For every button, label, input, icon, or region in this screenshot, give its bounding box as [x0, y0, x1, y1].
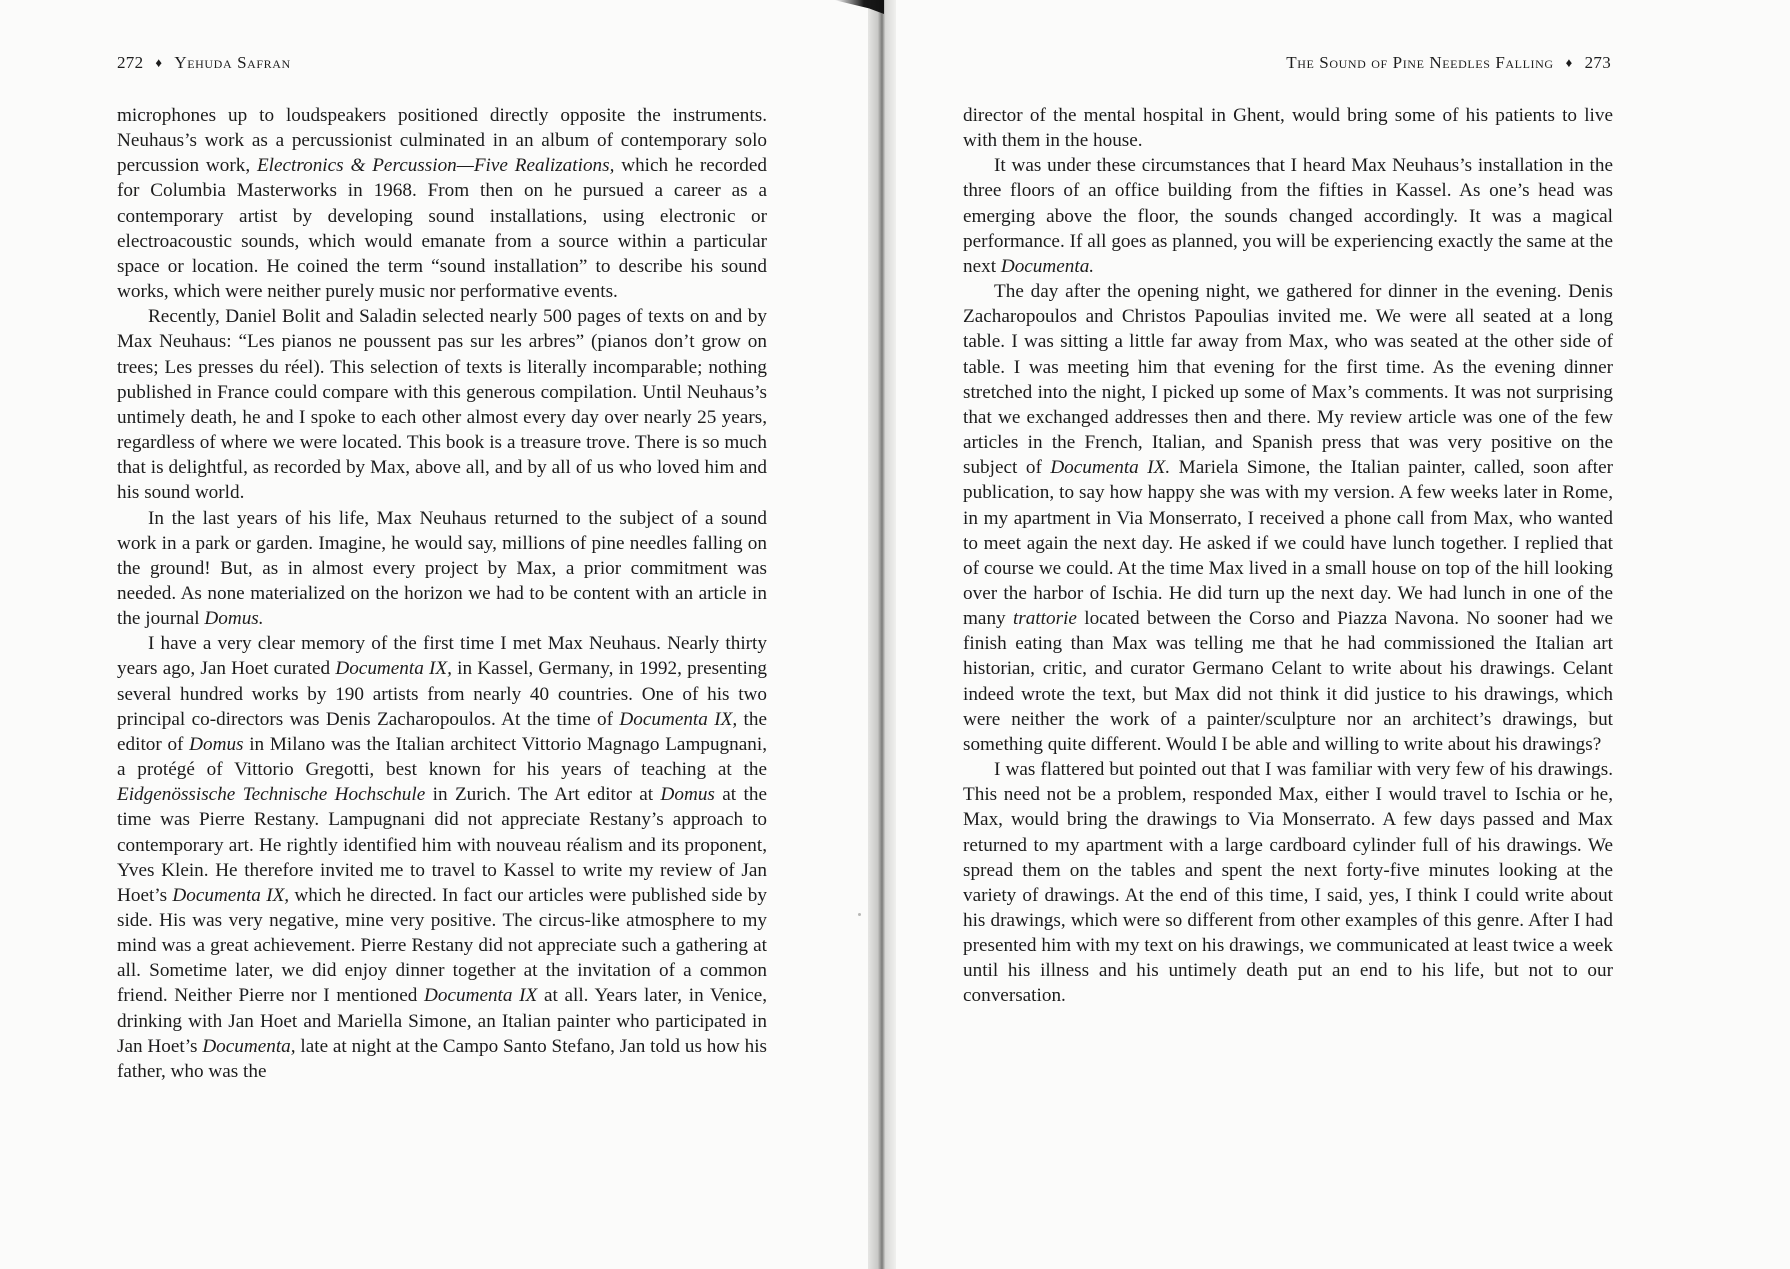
italic-text: Domus.: [204, 608, 264, 630]
italic-text: Documenta IX: [424, 985, 538, 1007]
text-run: at the time was Pierre Restany. Lampugnani did not appreciate Restany’s approach to contemporary art. He rightly identified him with nouveau réalism and its proponent, Yves Klein. He therefore invited me to travel to Kassel to write my review of Jan Hoet’s: [117, 784, 767, 906]
italic-text: Documenta IX,: [172, 884, 290, 906]
paragraph: [117, 103, 767, 304]
italic-text: Documenta.: [1000, 255, 1095, 277]
italic-text: Documenta IX,: [619, 708, 738, 730]
text-run: I have a very clear memory of the first time I met Max Neuhaus. Nearly thirty years ago, Jan Hoet curated: [117, 633, 767, 680]
italic-text: Documenta,: [202, 1035, 296, 1057]
italic-text: Domus: [189, 733, 244, 755]
diamond-ornament-icon: ♦: [1565, 55, 1573, 70]
text-run: The day after the opening night, we gathered for dinner in the evening. Denis Zacharopoulos and Christos Papoulias invited me. We were all seated at a long table. I was sitting a little far away from Max, who was seated at the other side of table. I was meeting him that evening for the first time. As the evening dinner stretched into the night, I picked up some of Max’s comments. It was not surprising that we exchanged addresses then and there. My review article was one of the few articles in the French, Italian, and Spanish press that was very positive on the subject of: [963, 281, 1613, 479]
italic-text: Domus: [660, 784, 715, 806]
right-body-text: [963, 103, 1613, 1009]
right-page-number: 273: [1584, 53, 1611, 72]
left-page-number: 272: [117, 53, 144, 72]
text-run: director of the mental hospital in Ghent, would bring some of his patients to live with them in the house.: [963, 105, 1613, 152]
text-run: I was flattered but pointed out that I was familiar with very few of his drawings. This need not be a problem, responded Max, either I would travel to Ischia or he, Max, would bring the drawings to Via Monserrato. A few days passed and Max returned to my apartment with a large cardboard cylinder full of his drawings. We spread them on the tables and spent the next forty-five minutes looking at the variety of drawings. At the end of this time, I said, yes, I think I could write about his drawings, which were so different from other examples of this genre. After I had presented him with my text on his drawings, we communicated at least twice a week until his illness and his untimely death put an end to his life, but not to our conversation.: [963, 759, 1613, 1007]
italic-text: Eidgenössische Technische Hochschule: [117, 784, 426, 806]
text-run: which he recorded for Columbia Masterworks in 1968. From then on he pursued a career as a contemporary artist by developing sound installations, using electronic or electroacoustic sounds, which would emanate from a source within a particular space or location. He coined the term “sound installation” to describe his sound works, which were neither purely music nor performative events.: [117, 155, 767, 303]
italic-text: Documenta IX.: [1050, 457, 1171, 479]
text-run: Recently, Daniel Bolit and Saladin selected nearly 500 pages of texts on and by Max Neuhaus: “Les pianos ne poussent pas sur les arbres” (pianos don’t grow on trees; Les presses du réel). This selection of texts is literally incomparable; nothing published in France could compare with this generous compilation. Until Neuhaus’s untimely death, he and I spoke to each other almost every day over nearly 25 years, regardless of where we were located. This book is a treasure trove. There is so much that is delightful, as recorded by Max, above all, and by all of us who loved him and his sound world.: [117, 306, 767, 504]
text-run: late at night at the Campo Santo Stefano, Jan told us how his father, who was the: [117, 1035, 767, 1082]
right-running-head: [1286, 52, 1611, 74]
paragraph: [963, 153, 1613, 279]
left-running-head: [117, 52, 291, 74]
text-run: in Zurich. The Art editor at: [425, 784, 661, 806]
page-smudge: [858, 913, 861, 916]
paragraph: [117, 631, 767, 1084]
paragraph: [117, 506, 767, 632]
diamond-ornament-icon: ♦: [155, 55, 163, 70]
left-body-text: [117, 103, 767, 1084]
text-run: Mariela Simone, the Italian painter, called, soon after publication, to say how happy she was with my version. A few weeks later in Rome, in my apartment in Via Monserrato, I received a phone call from Max, who wanted to meet again the next day. He asked if we could have lunch together. I replied that of course we could. At the time Max lived in a small house on top of the hill looking over the harbor of Ischia. He did turn up the next day. We had lunch in one of the many: [963, 457, 1613, 630]
left-running-title: Yehuda Safran: [174, 53, 291, 72]
text-run: located between the Corso and Piazza Navona. No sooner had we finish eating than Max was telling me that he had commissioned the Italian art historian, critic, and curator Germano Celant to write about his drawings. Celant indeed wrote the text, but Max did not think it did justice to his drawings, which were neither the work of a painter/sculpture nor an architect’s drawings, but something quite different. Would I be able and willing to write about his drawings?: [963, 608, 1613, 755]
text-run: In the last years of his life, Max Neuhaus returned to the subject of a sound work in a park or garden. Imagine, he would say, millions of pine needles falling on the ground! But, as in almost every project by Max, a prior commitment was needed. As none materialized on the horizon we had to be content with an article in the journal: [117, 507, 767, 630]
text-run: at all. Years later, in Venice, drinking with Jan Hoet and Mariella Simone, an Italian painter who participated in Jan Hoet’s: [117, 985, 768, 1057]
book-gutter: [868, 0, 896, 1269]
text-run: microphones up to loudspeakers positioned directly opposite the instruments. Neuhaus’s work as a percussionist culminated in an album of contemporary solo percussion work,: [117, 105, 767, 177]
text-run: in Milano was the Italian architect Vittorio Magnago Lampugnani, a protégé of Vittorio Gregotti, best known for his years of teaching at the: [117, 733, 767, 781]
paragraph: [963, 757, 1613, 1009]
paragraph: [963, 279, 1613, 757]
italic-text: Electronics & Percussion—Five Realizations,: [256, 155, 615, 177]
right-running-title: The Sound of Pine Needles Falling: [1286, 53, 1554, 72]
text-run: which he directed. In fact our articles were published side by side. His was very negative, mine very positive. The circus-like atmosphere to my mind was a great achievement. Pierre Restany did not appreciate such a gathering at all. Sometime later, we did enjoy dinner together at the invitation of a common friend. Neither Pierre nor I mentioned: [117, 884, 767, 1007]
paragraph: [117, 304, 767, 505]
text-run: in Kassel, Germany, in 1992, presenting several hundred works by 190 artists from nearly 40 countries. One of his two principal co-directors was Denis Zacharopoulos. At the time of: [117, 658, 768, 730]
text-run: It was under these circumstances that I heard Max Neuhaus’s installation in the three floors of an office building from the fifties in Kassel. As one’s head was emerging above the floor, the sounds changed accordingly. It was a magical performance. If all goes as planned, you will be experiencing exactly the same at the next: [963, 155, 1613, 277]
italic-text: trattorie: [1012, 608, 1077, 630]
text-run: the editor of: [117, 708, 767, 755]
italic-text: Documenta IX,: [335, 658, 452, 680]
paragraph: [963, 103, 1613, 153]
